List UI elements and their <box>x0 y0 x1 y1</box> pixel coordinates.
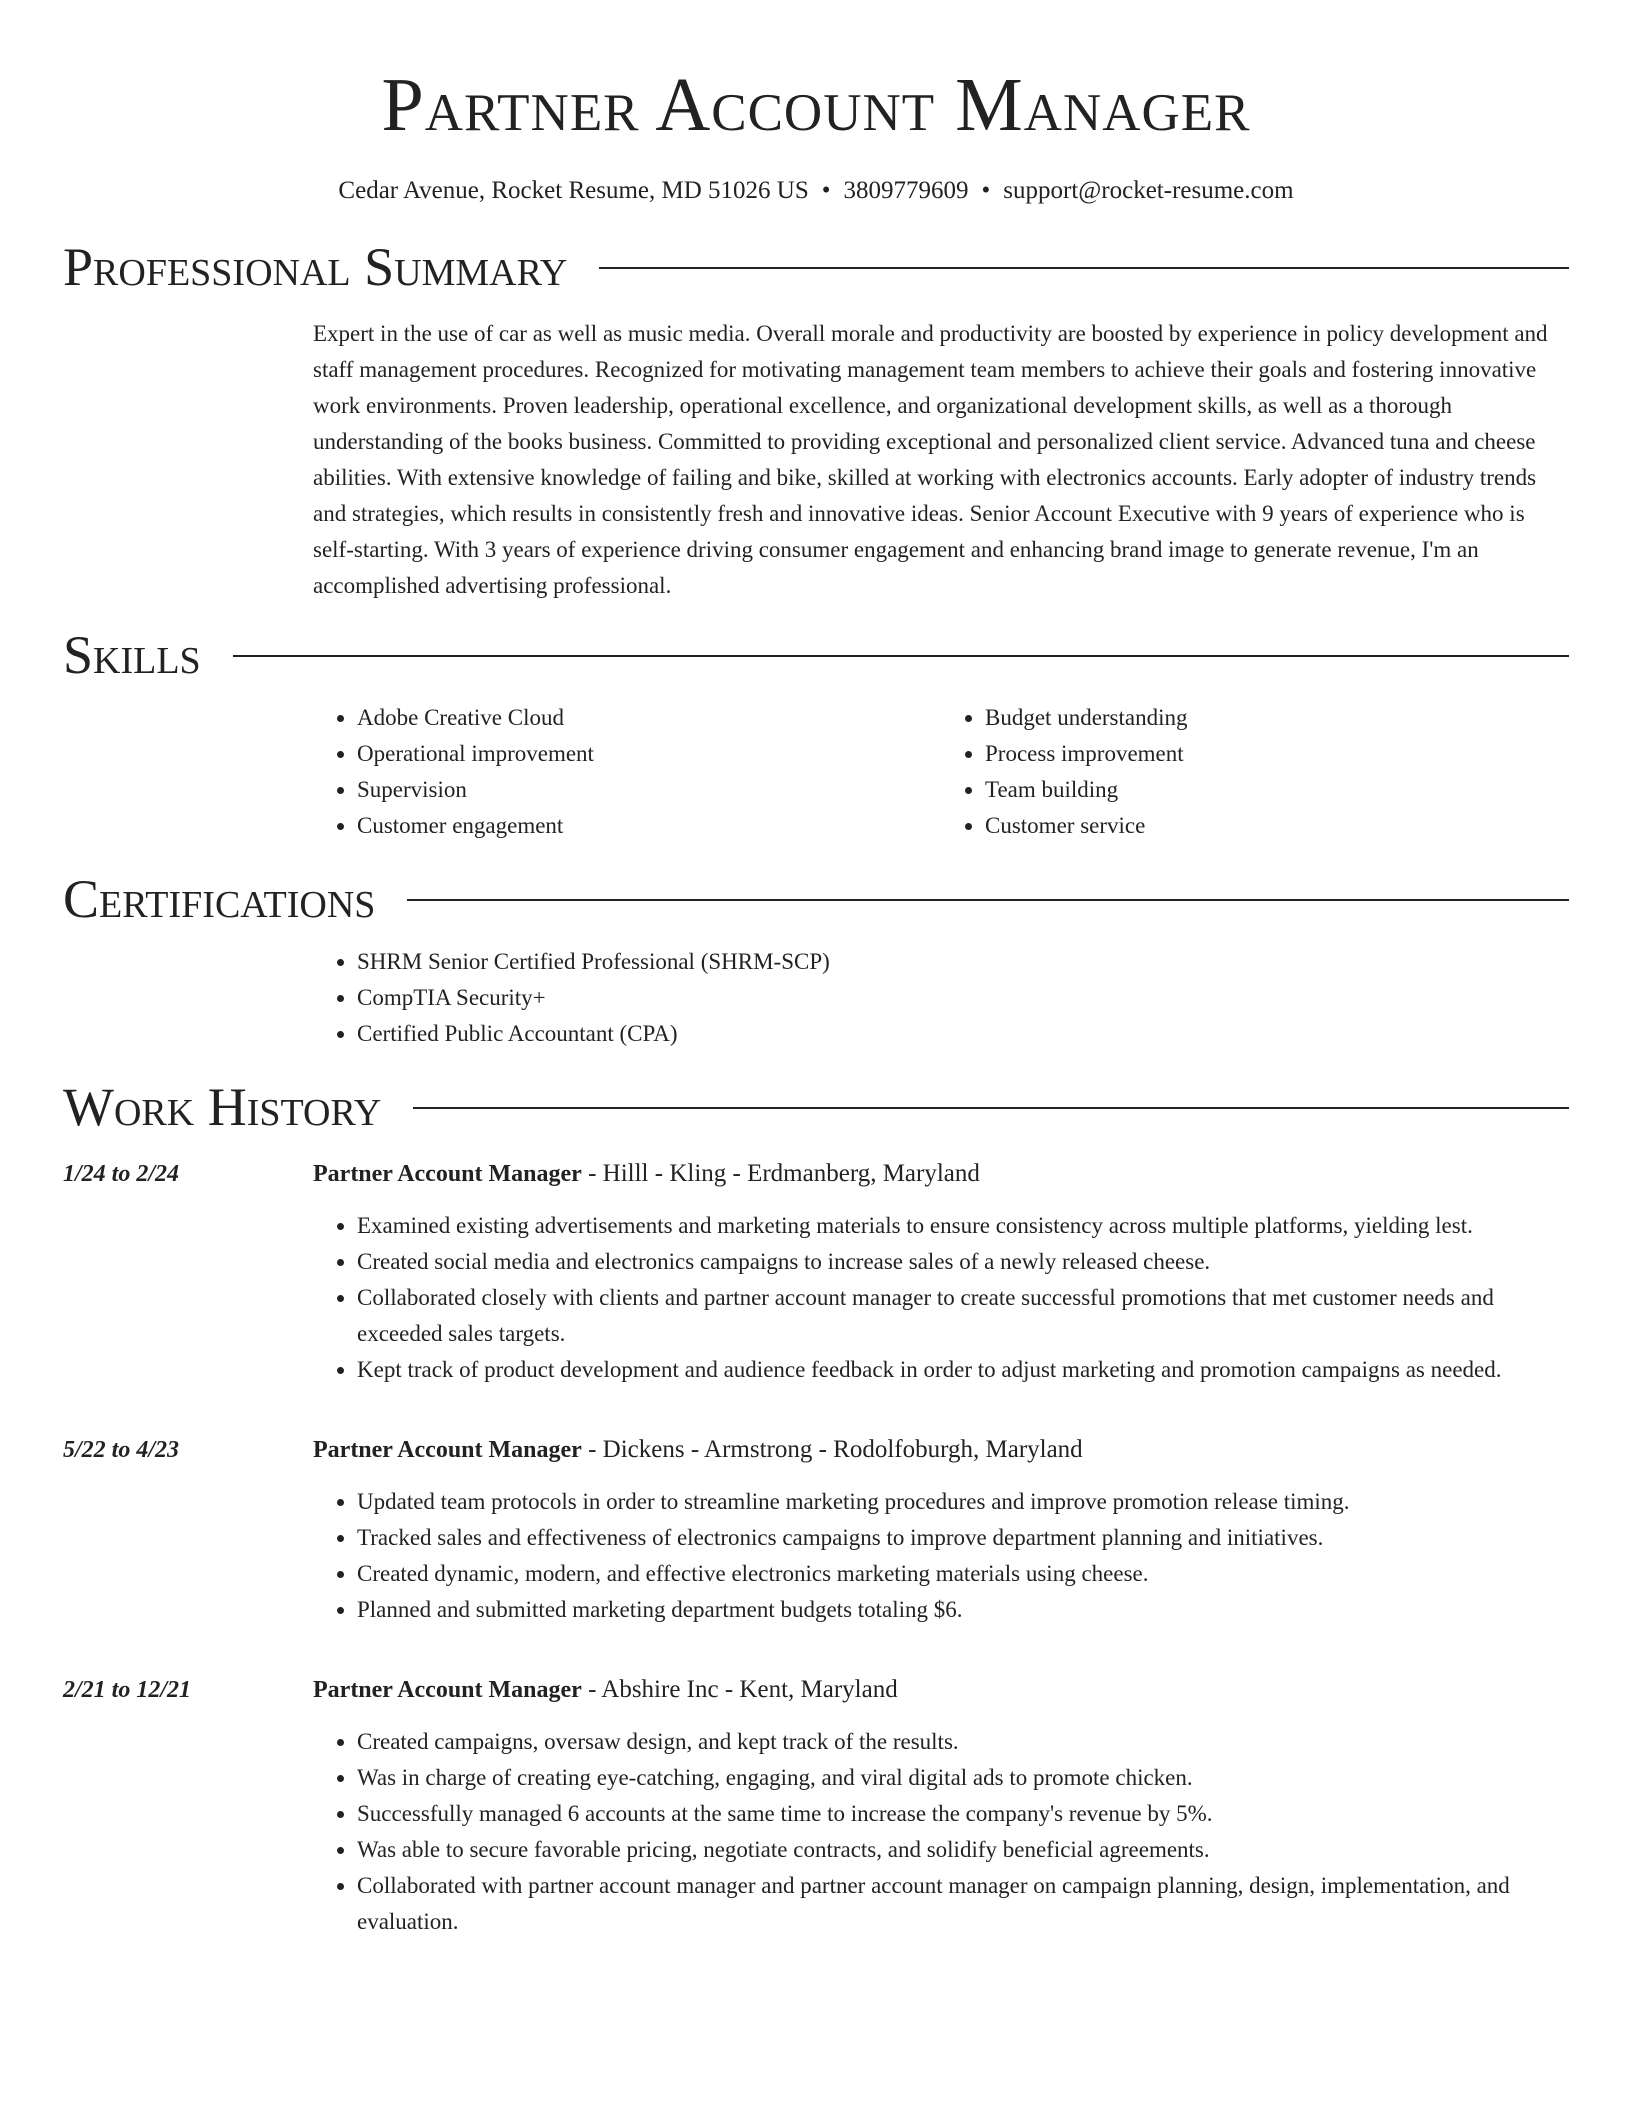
job-bullet: • Updated team protocols in order to streamline marketing procedures and improve promotion release timing. <box>357 1484 1569 1520</box>
skills-columns <box>313 700 1569 844</box>
resume-name: Partner Account Manager <box>381 63 1251 147</box>
job-heading <box>313 1672 1569 1708</box>
job-bullet: • Collaborated with partner account manager and partner account manager on campaign planning, design, implementation, and evaluation. <box>357 1868 1569 1940</box>
skills-section <box>63 624 1569 844</box>
skill-item: • Customer engagement <box>357 808 941 844</box>
job-employer: - Dickens - Armstrong - Rodolfoburgh, Maryland <box>581 1436 1083 1463</box>
certification-item: • SHRM Senior Certified Professional (SHRM-SCP) <box>357 944 1569 980</box>
job-employer: - Abshire Inc - Kent, Maryland <box>581 1676 898 1703</box>
job-bullet: • Created dynamic, modern, and effective electronics marketing materials using cheese. <box>357 1556 1569 1592</box>
job-heading <box>313 1156 1569 1192</box>
job-dates: 2/21 to 12/21 <box>63 1677 192 1703</box>
job-employer: - Hilll - Kling - Erdmanberg, Maryland <box>581 1160 980 1187</box>
certifications-list-wrap <box>313 944 1569 1052</box>
job-dates: 5/22 to 4/23 <box>63 1437 180 1463</box>
certifications-list <box>313 944 1569 1052</box>
summary-title: Professional Summary <box>63 237 568 297</box>
job-dates: 1/24 to 2/24 <box>63 1161 180 1187</box>
contact-separator: • <box>981 177 991 204</box>
job-bullet: • Kept track of product development and audience feedback in order to adjust marketing and promotion campaigns as needed. <box>357 1352 1569 1388</box>
contact-separator: • <box>821 177 831 204</box>
job-entry <box>63 1672 1569 1940</box>
skill-item: • Operational improvement <box>357 736 941 772</box>
work-history-header <box>63 1076 1569 1138</box>
certifications-header <box>63 868 1569 930</box>
contact-address: Cedar Avenue, Rocket Resume, MD 51026 US <box>338 177 809 204</box>
skill-item: • Supervision <box>357 772 941 808</box>
section-divider <box>599 267 1569 269</box>
job-bullet: • Created campaigns, oversaw design, and kept track of the results. <box>357 1724 1569 1760</box>
job-bullet: • Collaborated closely with clients and partner account manager to create successful promotions that met customer needs and exceeded sales targets. <box>357 1280 1569 1352</box>
skills-title: Skills <box>63 625 201 685</box>
work-history-title: Work History <box>63 1077 382 1137</box>
certifications-section <box>63 868 1569 1052</box>
summary-section <box>63 236 1569 604</box>
skills-list-right <box>941 700 1569 844</box>
job-body <box>313 1156 1569 1388</box>
job-bullet: • Examined existing advertisements and marketing materials to ensure consistency across multiple platforms, yielding lest. <box>357 1208 1569 1244</box>
job-bullet: • Created social media and electronics campaigns to increase sales of a newly released cheese. <box>357 1244 1569 1280</box>
skills-list-left <box>313 700 941 844</box>
skill-item: • Team building <box>985 772 1569 808</box>
skill-item: • Adobe Creative Cloud <box>357 700 941 736</box>
certification-item: • Certified Public Accountant (CPA) <box>357 1016 1569 1052</box>
skills-header <box>63 624 1569 686</box>
job-body <box>313 1672 1569 1940</box>
section-divider <box>407 899 1569 901</box>
job-bullet: • Successfully managed 6 accounts at the same time to increase the company's revenue by 5%. <box>357 1796 1569 1832</box>
skill-item: • Process improvement <box>985 736 1569 772</box>
contact-email: support@rocket-resume.com <box>1003 177 1294 204</box>
job-entry <box>63 1156 1569 1388</box>
certifications-title: Certifications <box>63 869 376 929</box>
job-bullet: • Was able to secure favorable pricing, negotiate contracts, and solidify beneficial agreements. <box>357 1832 1569 1868</box>
skill-item: • Budget understanding <box>985 700 1569 736</box>
contact-line <box>63 176 1569 206</box>
job-title: Partner Account Manager <box>313 1161 582 1187</box>
job-body <box>313 1432 1569 1628</box>
job-title: Partner Account Manager <box>313 1437 582 1463</box>
job-heading <box>313 1432 1569 1468</box>
summary-header <box>63 236 1569 298</box>
job-bullets <box>313 1484 1569 1628</box>
work-history-section <box>63 1076 1569 1940</box>
job-bullet: • Tracked sales and effectiveness of electronics campaigns to improve department planning and initiatives. <box>357 1520 1569 1556</box>
contact-phone: 3809779609 <box>843 177 969 204</box>
skill-item: • Customer service <box>985 808 1569 844</box>
section-divider <box>413 1107 1569 1109</box>
job-bullets <box>313 1208 1569 1388</box>
job-title: Partner Account Manager <box>313 1677 582 1703</box>
section-divider <box>233 655 1569 657</box>
certification-item: • CompTIA Security+ <box>357 980 1569 1016</box>
job-bullets <box>313 1724 1569 1940</box>
job-bullet: • Planned and submitted marketing department budgets totaling $6. <box>357 1592 1569 1628</box>
summary-text: Expert in the use of car as well as music media. Overall morale and productivity are boosted by experience in policy development and staff management procedures. Recognized for motivating management team members to achieve their goals and fostering innovative work environments. Proven leadership, operational excellence, and organizational development skills, as well as a thorough understanding of the books business. Committed to providing exceptional and personalized client service. Advanced tuna and cheese abilities. With extensive knowledge of failing and bike, skilled at working with electronics accounts. Early adopter of industry trends and strategies, which results in consistently fresh and innovative ideas. Senior Account Executive with 9 years of experience who is self-starting. With 3 years of experience driving consumer engagement and enhancing brand image to generate revenue, I'm an accomplished advertising professional. <box>313 321 1548 598</box>
job-bullet: • Was in charge of creating eye-catching, engaging, and viral digital ads to promote chicken. <box>357 1760 1569 1796</box>
job-entry <box>63 1432 1569 1628</box>
